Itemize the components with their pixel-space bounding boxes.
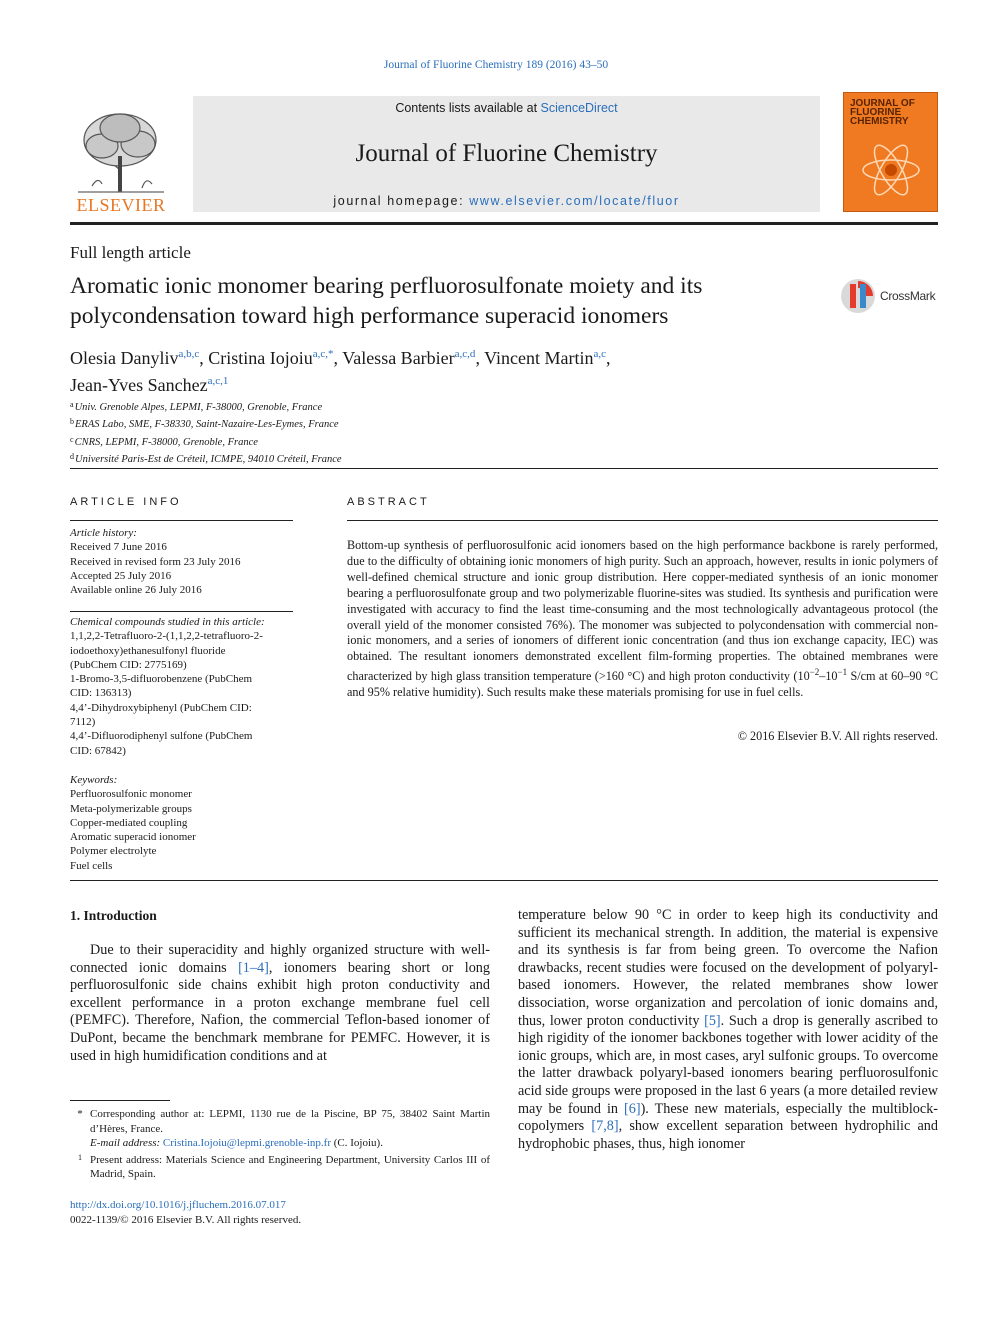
footnote-one-text: Present address: Materials Science and Engineering Department, University Carlos III of Madrid, Spain. <box>90 1153 490 1180</box>
abstract-bottom-rule <box>70 880 938 881</box>
footnote-rule <box>70 1100 170 1101</box>
keyword-item: Polymer electrolyte <box>70 845 157 858</box>
history-item: Received in revised form 23 July 2016 <box>70 555 241 568</box>
issn-copyright: 0022-1139/© 2016 Elsevier B.V. All rights reserved. <box>70 1213 302 1226</box>
author-affil-marks[interactable]: a,c <box>593 348 607 360</box>
affiliation-item <box>70 433 342 450</box>
doi-link[interactable]: http://dx.doi.org/10.1016/j.jfluchem.2016.07.017 <box>70 1199 286 1211</box>
affiliations <box>70 398 342 467</box>
history-item: Accepted 25 July 2016 <box>70 569 172 582</box>
article-info-heading: ARTICLE INFO <box>70 496 182 508</box>
article-history <box>70 526 293 597</box>
history-rule <box>70 611 293 612</box>
compound-line: 1-Bromo-3,5-difluorobenzene (PubChem <box>70 673 253 686</box>
keywords-label: Keywords: <box>70 774 118 786</box>
abstract-rule <box>347 520 938 521</box>
affiliation-text: Univ. Grenoble Alpes, LEPMI, F-38000, Grenoble, France <box>74 402 323 413</box>
footnote-present-address <box>70 1151 490 1182</box>
atom-icon <box>858 137 924 203</box>
footnote-star-mark: * <box>77 1108 83 1120</box>
conductivity-low-exp: −2 <box>809 667 820 678</box>
abstract-part-2: S/cm at 60–90 °C and 95% relative humidity). Such results make these materials promising for use in fuel cells. <box>347 669 938 700</box>
homepage-prefix: journal homepage: <box>333 194 470 208</box>
author-list <box>70 343 830 397</box>
article-info-rule <box>70 520 293 521</box>
elsevier-wordmark: ELSEVIER <box>76 195 166 215</box>
intro-text: , ionomers bearing short or long perfluorosulfonic side chains exhibit high proton conductivity and excellent performance in a proton exchange membrane fuel cell (PEMFC). Therefore, Nafion, the commercial Teflon-based ionomer of DuPont, became the benchmark membrane for PEMFC. However, it is used in high humidification conditions and at <box>70 959 490 1064</box>
author-affil-marks[interactable]: a,c,* <box>312 348 334 360</box>
author-2[interactable] <box>208 348 342 368</box>
abstract-text <box>347 538 938 701</box>
compound-line: (PubChem CID: 2775169) <box>70 658 187 671</box>
affiliation-key: d <box>70 451 74 461</box>
intro-left-column <box>70 942 490 1065</box>
intro-paragraph-1 <box>70 942 490 1065</box>
author-separator: , <box>333 348 343 368</box>
compound-line: 4,4’-Difluorodiphenyl sulfone (PubChem <box>70 730 253 743</box>
article-type: Full length article <box>70 243 191 262</box>
history-label: Article history: <box>70 527 137 539</box>
journal-cover-thumbnail[interactable] <box>843 92 938 212</box>
author-separator: , <box>199 348 209 368</box>
intro-right-column <box>518 907 938 1153</box>
homepage-link[interactable]: www.elsevier.com/locate/fluor <box>469 194 680 208</box>
history-item: Available online 26 July 2016 <box>70 584 202 597</box>
author-name: Cristina Iojoiu <box>208 348 313 368</box>
compounds-label: Chemical compounds studied in this article: <box>70 616 265 628</box>
cover-title: JOURNAL OF FLUORINE CHEMISTRY <box>850 98 915 127</box>
compound-line: iodoethoxy)ethanesulfonyl fluoride <box>70 644 226 657</box>
footnote-corresponding <box>70 1107 490 1136</box>
affiliation-key: b <box>70 417 74 427</box>
header-rule <box>70 222 938 225</box>
author-4[interactable] <box>484 348 610 368</box>
keyword-item: Perfluorosulfonic monomer <box>70 788 192 801</box>
intro-text: . Such a drop is generally ascribed to high rigidity of the ionomer backbones together with lower acidity of the ionic groups, which are, in most cases, aryl sulfonic groups. To overcome the latter drawback polyaryl-based ionomers bearing perfluorosulfonic acid side groups were proposed in the last 6 years (a more detailed review may be found in <box>518 1012 938 1117</box>
crossmark-button[interactable] <box>840 278 940 318</box>
author-3[interactable] <box>342 348 484 368</box>
keyword-item: Fuel cells <box>70 859 113 872</box>
author-name: Jean-Yves Sanchez <box>70 375 208 395</box>
footnote-star-text: Corresponding author at: LEPMI, 1130 rue de la Piscine, BP 75, 38402 Saint Martin d’Hères, France. <box>90 1108 490 1135</box>
affiliation-key: a <box>70 400 74 409</box>
conductivity-low: 10 <box>797 669 810 684</box>
ref-6-link[interactable]: [6] <box>624 1100 641 1117</box>
keyword-item: Meta-polymerizable groups <box>70 802 192 815</box>
affiliation-text: CNRS, LEPMI, F-38000, Grenoble, France <box>74 436 258 448</box>
ref-5-link[interactable]: [5] <box>704 1012 721 1029</box>
contents-line <box>193 101 820 115</box>
author-5[interactable] <box>70 375 228 395</box>
footnote-one-mark: 1 <box>78 1152 82 1162</box>
affiliations-rule <box>70 468 938 469</box>
homepage-line <box>193 194 820 208</box>
introduction-heading: 1. Introduction <box>70 908 157 923</box>
compound-line: CID: 136313) <box>70 687 132 700</box>
affiliation-item <box>70 415 342 432</box>
intro-text: temperature below 90 °C in order to keep high its conductivity and sufficient its mechanical strength. In addition, the material is expensive and its synthesis is far from being green. To overcome the Nafion drawbacks, recent studies were focused on the development of polyaryl-based ionomers. However, the related membranes show lower dissociation, worse organization and percolation of ionic domains and, thus, lower proton conductivity <box>518 907 938 1029</box>
author-name: Valessa Barbier <box>342 348 455 368</box>
article-title: Aromatic ionic monomer bearing perfluorosulfonate moiety and its polycondensation toward high performance superacid ionomers <box>70 273 703 329</box>
chemical-compounds <box>70 615 293 758</box>
affiliation-text: ERAS Labo, SME, F-38330, Saint-Nazaire-Les-Eymes, France <box>75 419 339 431</box>
intro-text: , show excellent separation between hydrophilic and hydrophobic phases, thus, high ionomer <box>518 1118 938 1152</box>
abstract-copyright: © 2016 Elsevier B.V. All rights reserved. <box>737 729 938 743</box>
author-name: Olesia Danyliv <box>70 348 179 368</box>
author-affil-marks[interactable]: a,b,c <box>178 348 200 360</box>
intro-text: ). These new materials, especially the multiblock-copolymers <box>518 1100 939 1135</box>
journal-title: Journal of Fluorine Chemistry <box>355 140 658 167</box>
journal-citation[interactable]: Journal of Fluorine Chemistry 189 (2016) 43–50 <box>383 59 609 71</box>
author-name: Vincent Martin <box>484 348 594 368</box>
compound-line: 4,4’-Dihydroxybiphenyl (PubChem CID: <box>70 701 252 714</box>
ref-7-8-link[interactable]: [7,8] <box>591 1118 619 1135</box>
keyword-item: Copper-mediated coupling <box>70 816 188 829</box>
affiliation-item <box>70 398 342 415</box>
intro-paragraph-1-cont <box>518 907 938 1153</box>
keywords <box>70 773 293 873</box>
conductivity-high-exp: −1 <box>837 667 848 678</box>
footnote-email <box>70 1136 490 1151</box>
email-label: E-mail address: <box>90 1137 163 1149</box>
email-suffix: (C. Iojoiu). <box>331 1137 383 1149</box>
compound-line: 1,1,2,2-Tetrafluoro-2-(1,1,2,2-tetrafluoro-2- <box>70 630 263 643</box>
history-item: Received 7 June 2016 <box>70 541 167 554</box>
author-separator: , <box>606 348 611 368</box>
crossmark-label: CrossMark <box>880 289 936 303</box>
email-link[interactable]: Cristina.Iojoiu@lepmi.grenoble-inp.fr <box>162 1137 331 1149</box>
conductivity-high: –10 <box>819 669 838 684</box>
abstract-part-1: Bottom-up synthesis of perfluorosulfonic acid ionomers based on the high performance backbone is rarely performed, due to the difficulty of obtaining ionic monomers of high purity. Such an approach, however, results in ionic polymers of well-defined chemical structure and ionic group distribution. Here copper-mediated synthesis of an ionic monomer bearing a perfluorosulfonate group and two polymerizable fluorine-sites was studied. Its synthesis and purification were investigated with accuracy to find the least time-consuming and the most technologically advantageous protocol (the overall yield of the monomer consisted 76%). The monomer was subjected to polycondensation with commercial non-ionic monomers, and a series of ionomers of different ionic concentration (and thus ion exchange capacity, IEC) was obtained. The resultant ionomers demonstrated excellent film-forming properties. The obtained membranes were characterized by high glass transition temperature (>160 °C) and high proton conductivity ( <box>347 538 938 684</box>
intro-text: Due to their superacidity and highly organized structure with well-connected ionic domains <box>70 942 490 976</box>
keyword-item: Aromatic superacid ionomer <box>70 831 196 844</box>
abstract-heading: ABSTRACT <box>347 496 430 508</box>
author-1[interactable] <box>70 348 208 368</box>
ref-1-4-link[interactable]: [1–4] <box>238 959 269 976</box>
contents-prefix: Contents lists available at <box>395 101 541 115</box>
sciencedirect-link[interactable]: ScienceDirect <box>540 101 618 115</box>
affiliation-key: c <box>70 434 74 444</box>
affiliation-item <box>70 450 342 467</box>
affiliation-text: Université Paris-Est de Créteil, ICMPE, 94010 Créteil, France <box>75 453 342 465</box>
author-affil-marks[interactable]: a,c,d <box>454 348 476 360</box>
footnotes <box>70 1107 490 1182</box>
crossmark-icon <box>840 278 876 314</box>
doi-block <box>70 1198 301 1227</box>
author-affil-marks[interactable]: a,c,1 <box>207 375 229 387</box>
compound-line: 7112) <box>70 716 96 729</box>
author-separator: , <box>475 348 485 368</box>
compound-line: CID: 67842) <box>70 744 126 757</box>
